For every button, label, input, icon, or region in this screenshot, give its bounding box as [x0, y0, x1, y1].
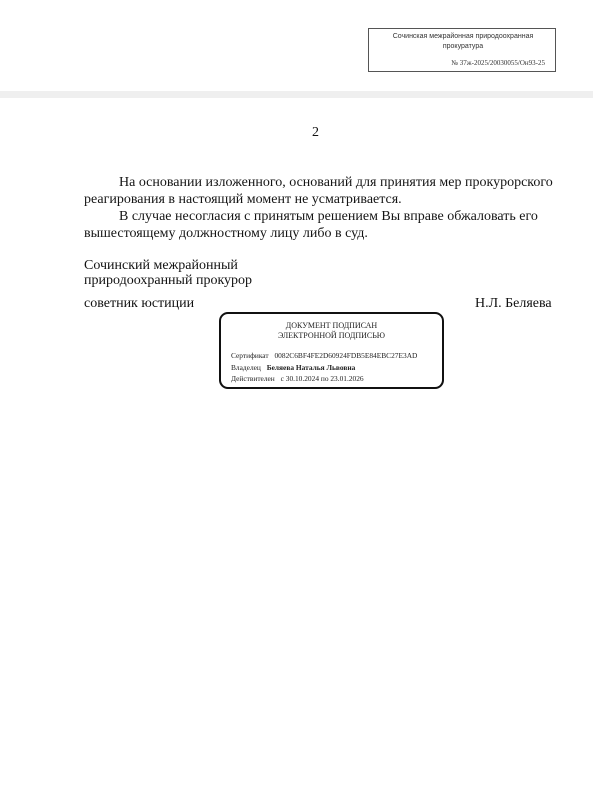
validity-line — [231, 375, 364, 383]
signatory-name: Н.Л. Беляева — [475, 296, 552, 311]
certificate-line — [231, 352, 417, 360]
signatory-rank: советник юстиции — [84, 296, 195, 311]
registry-stamp — [368, 28, 556, 72]
certificate-value: 0082C6BF4FE2D60924FDB5E84EBC27E3AD — [274, 351, 418, 360]
validity-value: с 30.10.2024 по 23.01.2026 — [280, 374, 364, 383]
document-body — [84, 174, 554, 242]
certificate-label: Сертификат — [231, 351, 269, 360]
registry-stamp-organization: Сочинская межрайонная природоохранная прокуратура — [392, 33, 534, 50]
validity-label: Действителен — [231, 374, 275, 383]
page-separator — [0, 91, 593, 98]
body-paragraph-1: На основании изложенного, оснований для принятия мер прокурорского реагирования в настоящий момент не усматривается. — [84, 175, 553, 207]
registry-number-value: 37ж-2025/20030055/Он93-25 — [459, 59, 545, 67]
owner-label: Владелец — [231, 363, 261, 372]
body-paragraph-2: В случае несогласия с принятым решением Вы вправе обжаловать его вышестоящему должностному лицу либо в суд. — [84, 209, 538, 241]
registry-number-label: № — [451, 59, 459, 67]
registry-stamp-number-line — [451, 59, 545, 67]
previous-page-header-band — [0, 0, 593, 92]
electronic-signature-title: ДОКУМЕНТ ПОДПИСАН ЭЛЕКТРОННОЙ ПОДПИСЬЮ — [277, 321, 386, 340]
electronic-signature-stamp — [219, 312, 444, 389]
page-number: 2 — [312, 125, 319, 140]
owner-value: Беляева Наталья Львовна — [266, 363, 356, 372]
owner-line — [231, 364, 355, 372]
signatory-organization: Сочинский межрайонный природоохранный прокурор — [84, 258, 253, 288]
